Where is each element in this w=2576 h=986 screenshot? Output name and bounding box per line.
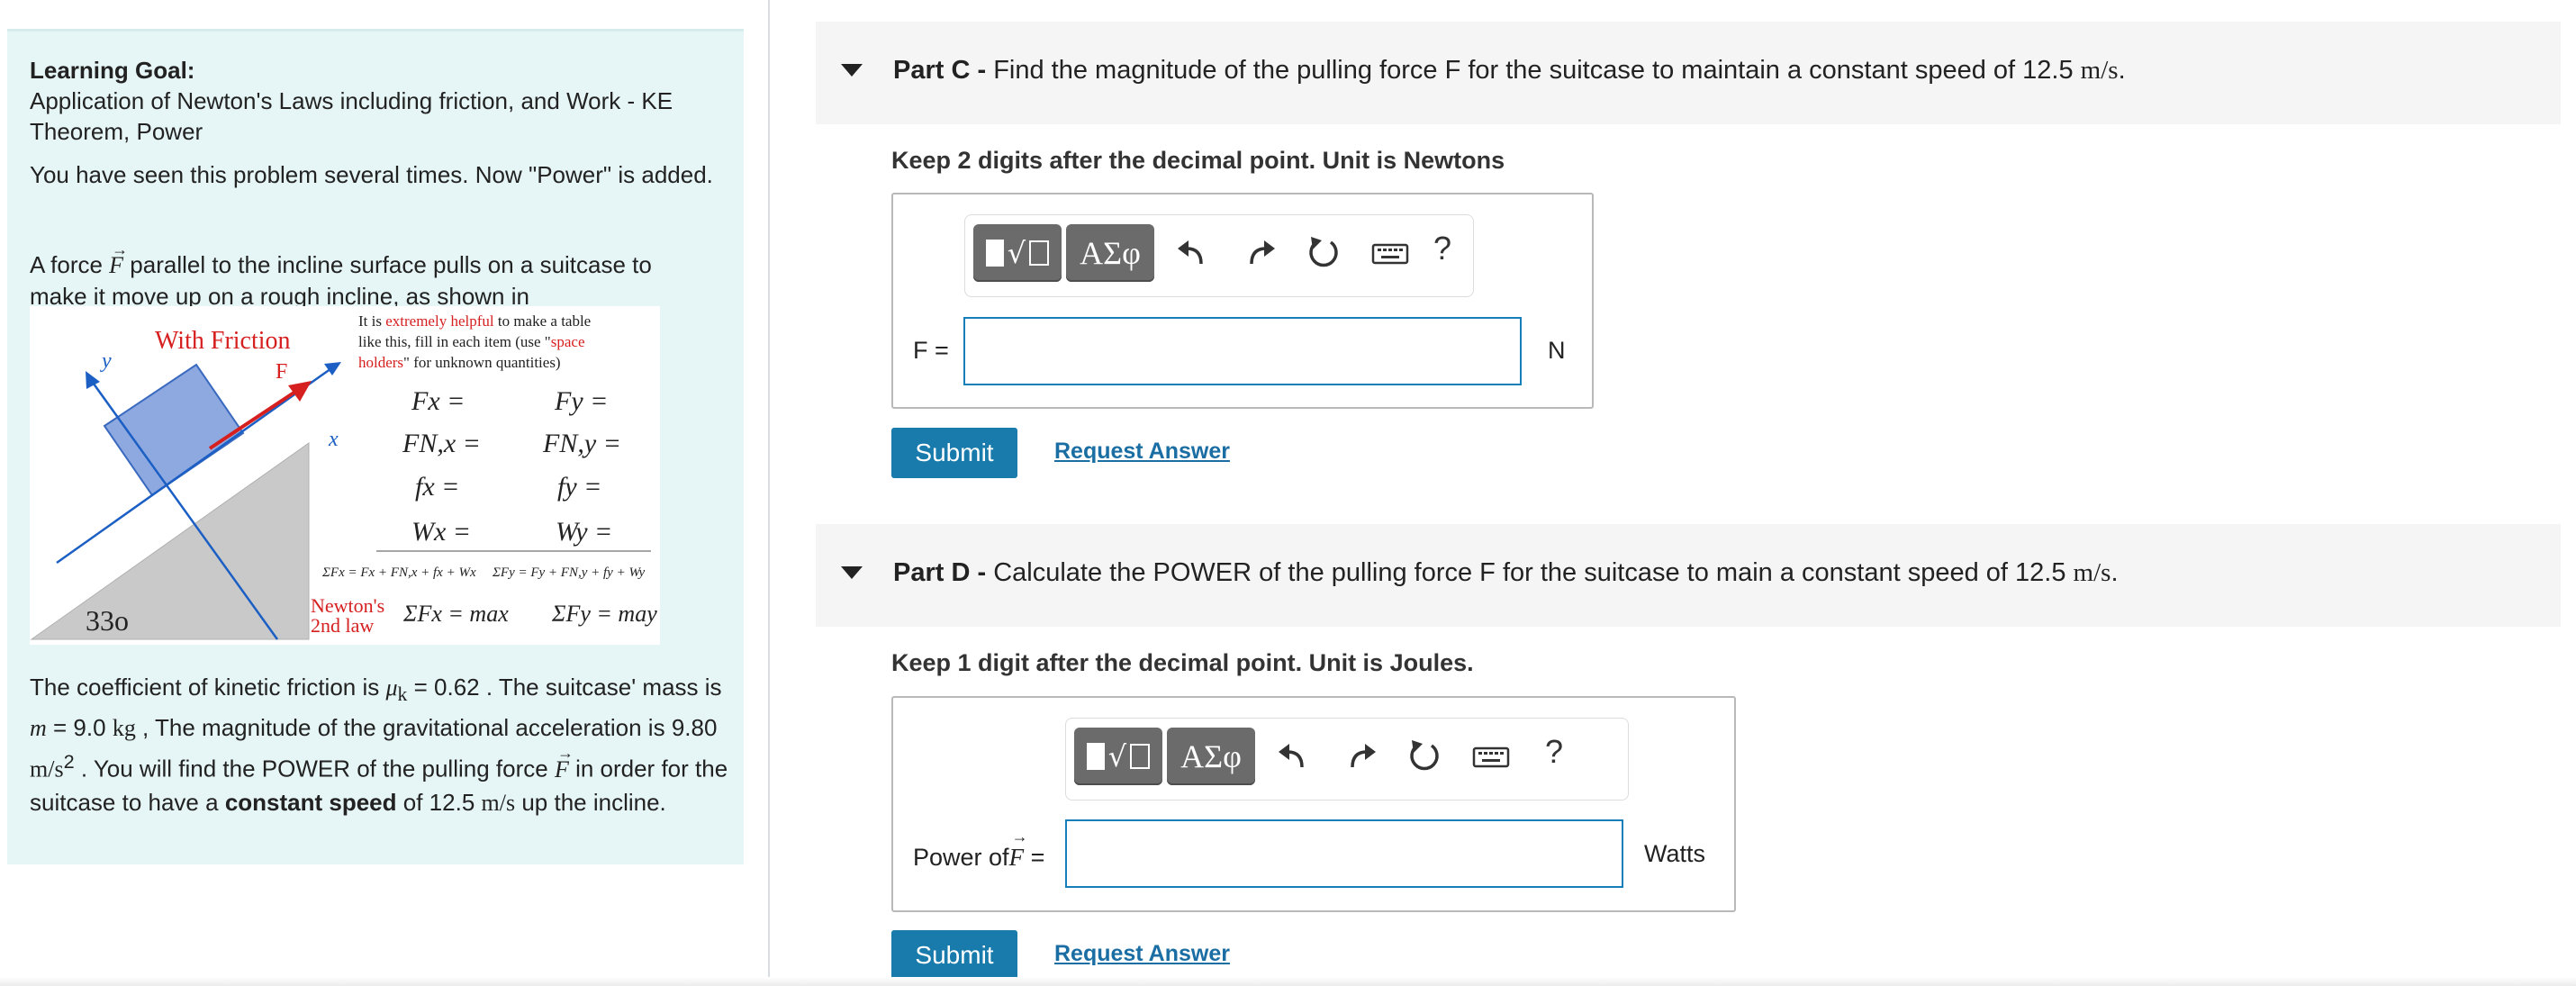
intro-force-text (30, 249, 714, 312)
help-icon[interactable]: ? (1545, 733, 1564, 770)
constant-speed-emphasis: constant speed (224, 788, 397, 816)
part-d-request-answer-link[interactable]: Request Answer (1054, 941, 1230, 966)
keyboard-icon[interactable] (1471, 737, 1511, 776)
figure-title: With Friction (155, 327, 291, 355)
part-c-request-answer-link[interactable]: Request Answer (1054, 439, 1230, 464)
reset-icon[interactable] (1405, 737, 1444, 776)
help-icon[interactable]: ? (1433, 230, 1452, 267)
math-toolbar (964, 214, 1474, 297)
table-cell: FN,y = (543, 429, 621, 458)
svg-text:holders" for unknown quantitie: holders" for unknown quantities) (358, 354, 561, 371)
svg-text:like this, fill in each item (: like this, fill in each item (use "space (358, 333, 585, 350)
force-label: F (276, 360, 288, 384)
answer-label: F = (913, 337, 949, 364)
angle-label: 33o (86, 604, 129, 637)
mass-symbol: m (30, 715, 47, 742)
part-d-unit: Watts (1644, 840, 1706, 867)
part-d-header[interactable] (816, 524, 2561, 627)
redo-icon[interactable] (1340, 737, 1379, 776)
part-d-title: Part D - Calculate the POWER of the pulling force F for the suitcase to main a constant speed of 12.5 m/s. (893, 558, 2119, 587)
answer-label: Power of→ F = (913, 844, 1044, 872)
table-cell: fx = (415, 472, 460, 502)
force-vector-symbol: → F (109, 250, 123, 281)
table-cell: Fy = (555, 386, 609, 416)
undo-icon[interactable] (1275, 737, 1315, 776)
newton-label-1: Newton's (311, 594, 385, 617)
g-value: 9.80 (671, 714, 718, 742)
collapse-caret-icon[interactable] (841, 566, 863, 579)
incline-free-body-figure (30, 306, 660, 645)
part-c-unit: N (1548, 337, 1566, 364)
part-d-submit-button[interactable]: Submit (891, 930, 1017, 981)
math-toolbar (1065, 718, 1629, 801)
law-y-equation: ΣFy = may (552, 601, 657, 627)
templates-icon[interactable]: √ (973, 224, 1062, 282)
sum-x-equation: ΣFx = Fx + FN,x + fx + Wx (322, 565, 476, 580)
y-axis-label: y (102, 349, 112, 373)
learning-goal-title: Learning Goal: (30, 57, 195, 84)
undo-icon[interactable] (1174, 233, 1214, 273)
symbols-icon[interactable]: ΑΣφ (1066, 224, 1154, 282)
mu-symbol: μ (385, 674, 398, 701)
part-d-instructions: Keep 1 digit after the decimal point. Unit is Joules. (891, 649, 1474, 676)
svg-text:It is extremely helpful to mak: It is extremely helpful to make a table (358, 312, 592, 330)
part-c-title: Part C - Find the magnitude of the pulling force F for the suitcase to maintain a constant speed of 12.5 m/s. (893, 56, 2126, 85)
reset-icon[interactable] (1304, 233, 1343, 273)
part-c-answer-box (891, 193, 1594, 409)
table-cell: Wx = (411, 517, 472, 547)
x-axis-label: x (329, 428, 339, 451)
table-cell: Fx = (411, 386, 465, 416)
part-c-answer-input[interactable] (963, 317, 1522, 385)
suitcase-box (104, 365, 243, 495)
learning-goal-body: Application of Newton's Laws including friction, and Work - KE Theorem, Power (30, 87, 673, 145)
templates-icon[interactable]: √ (1074, 728, 1162, 785)
table-cell: fy = (557, 472, 602, 502)
problem-intro-panel (7, 29, 744, 864)
mass-unit: kg (112, 715, 136, 742)
law-x-equation: ΣFx = max (403, 601, 509, 627)
bottom-shadow (0, 977, 2576, 986)
symbols-icon[interactable]: ΑΣφ (1167, 728, 1255, 785)
force-prefix: A force (30, 251, 103, 278)
table-cell: FN,x = (402, 429, 481, 458)
part-c-header[interactable] (816, 22, 2561, 124)
redo-icon[interactable] (1239, 233, 1279, 273)
column-divider (768, 0, 770, 986)
intro-seen-text: You have seen this problem several times. Now "Power" is added. (30, 161, 713, 188)
part-c-instructions: Keep 2 digits after the decimal point. Unit is Newtons (891, 147, 1505, 174)
part-d-answer-input[interactable] (1065, 819, 1623, 888)
collapse-caret-icon[interactable] (841, 64, 863, 77)
part-d-answer-box (891, 696, 1736, 912)
keyboard-icon[interactable] (1370, 233, 1410, 273)
table-cell: Wy = (556, 517, 613, 547)
newton-label-2: 2nd law (311, 614, 375, 637)
force-suffix: parallel to the incline surface pulls on a suitcase to make it move up on a rough incline, as shown in (30, 251, 652, 310)
part-c-submit-button[interactable]: Submit (891, 428, 1017, 478)
problem-parameters-text: The coefficient of kinetic friction is $\mu_k = 0.62$ . The suitcase' mass is m = 9.0 kg , The magnitude of the gravitational acceleration is 9.80 $m/s^2$ . You will find the POWER of the pulling force → F in order for the suitcase to have a constant speed of 12.5 m/s up the incline. (30, 671, 741, 819)
sum-y-equation: ΣFy = Fy + FN,y + fy + Wy (493, 565, 646, 580)
